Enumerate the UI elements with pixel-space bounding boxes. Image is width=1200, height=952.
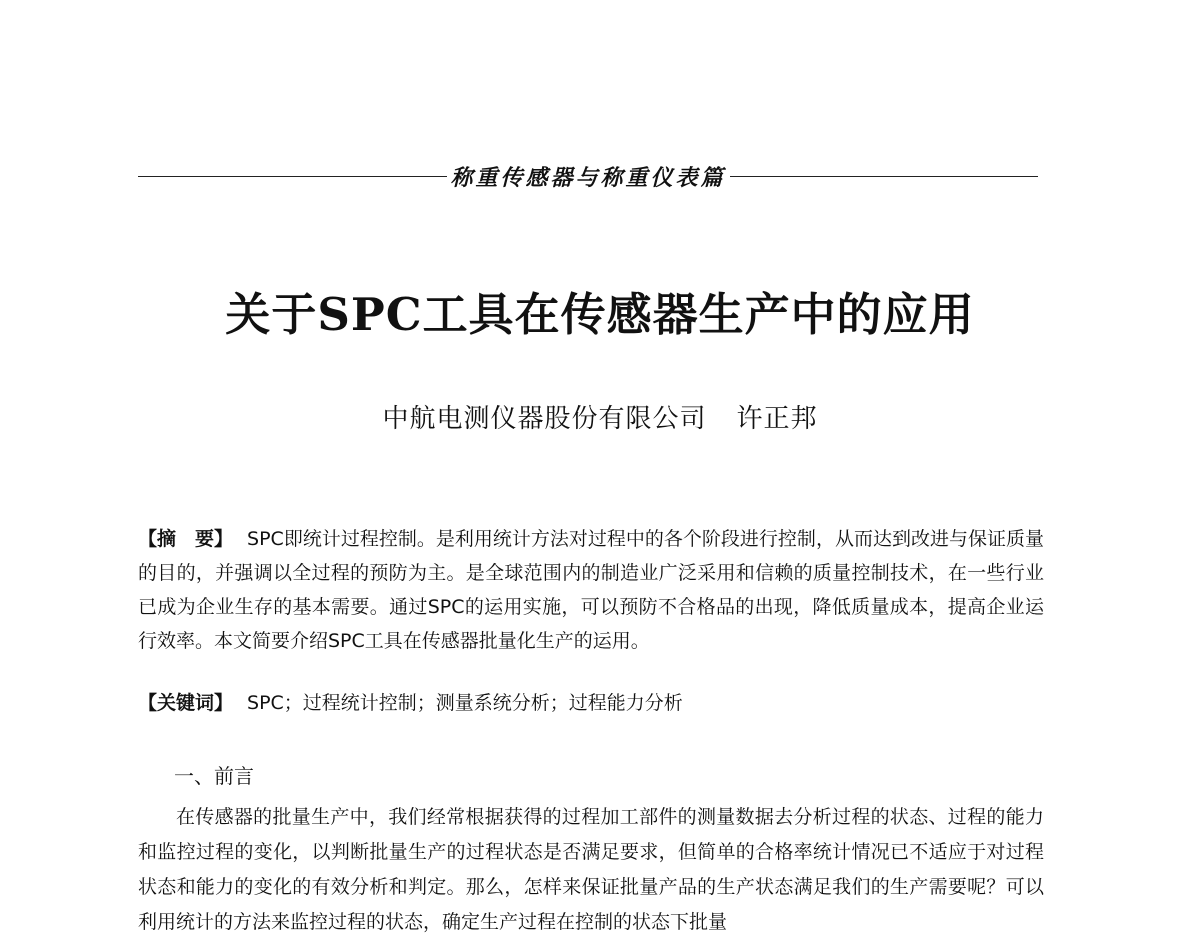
keywords: [138, 686, 1044, 720]
section-header-label: 称重传感器与称重仪表篇: [450, 164, 726, 191]
byline: [0, 398, 1200, 435]
header-rule-left: [138, 176, 447, 177]
author: 许正邦: [736, 404, 818, 434]
abstract: [138, 522, 1044, 658]
keywords-label: 【关键词】: [138, 692, 234, 714]
abstract-text: SPC即统计过程控制。是利用统计方法对过程中的各个阶段进行控制，从而达到改进与保证质量的目的，并强调以全过程的预防为主。是全球范围内的制造业广泛采用和信赖的质量控制技术，在一些行业已成为企业生存的基本需要。通过SPC的运用实施，可以预防不合格品的出现，降低质量成本，提高企业运行效率。本文简要介绍SPC工具在传感器批量化生产的运用。: [138, 528, 1044, 652]
body-paragraph: 在传感器的批量生产中，我们经常根据获得的过程加工部件的测量数据去分析过程的状态、过程的能力和监控过程的变化，以判断批量生产的过程状态是否满足要求，但简单的合格率统计情况已不适应于对过程状态和能力的变化的有效分析和判定。那么，怎样来保证批量产品的生产状态满足我们的生产需要呢？可以利用统计的方法来监控过程的状态，确定生产过程在控制的状态下批量: [138, 806, 1044, 933]
header-rule-right: [730, 176, 1039, 177]
section-heading: 一、前言: [174, 764, 254, 788]
keywords-text: SPC；过程统计控制；测量系统分析；过程能力分析: [247, 692, 683, 714]
abstract-label: 【摘 要】: [138, 528, 234, 550]
paper-title: 关于SPC工具在传感器生产中的应用: [225, 288, 975, 341]
section-header: [138, 158, 1038, 194]
organization: 中航电测仪器股份有限公司: [382, 404, 707, 434]
